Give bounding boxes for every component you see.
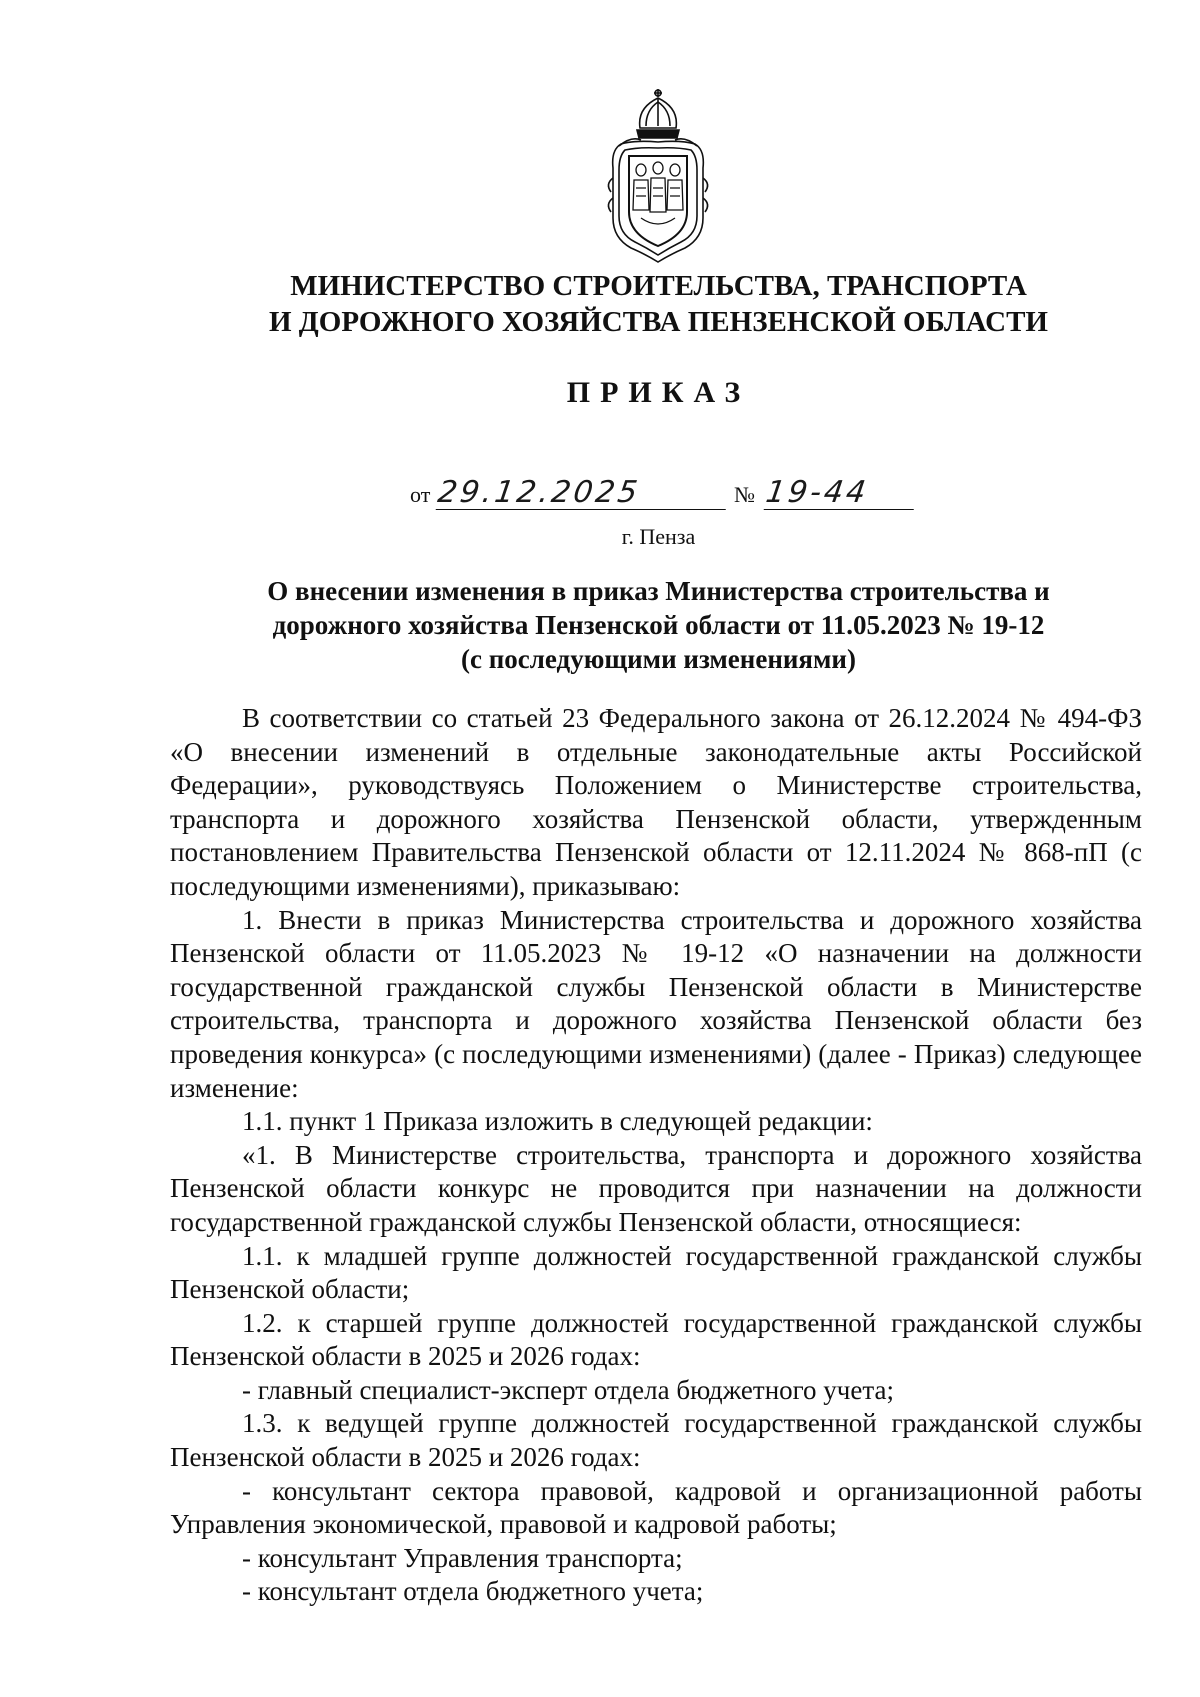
- order-subject-line2: дорожного хозяйства Пензенской области от 11.05.2023 № 19-12: [272, 610, 1045, 640]
- order-number-handwritten: 19-44: [764, 477, 919, 510]
- order-date-number-line: [410, 475, 930, 512]
- ministry-name-line2: И ДОРОЖНОГО ХОЗЯЙСТВА ПЕНЗЕНСКОЙ ОБЛАСТИ: [269, 306, 1048, 338]
- quote-item-1-2-a-paragraph: - главный специалист-эксперт отдела бюджетного учета;: [242, 1374, 894, 1405]
- document-type-title: ПРИКАЗ: [566, 376, 751, 409]
- item-1-paragraph: 1. Внести в приказ Министерства строительства и дорожного хозяйства Пензенской области от 11.05.2023 № 19-12 «О назначении на должности государственной гражданской службы Пензенской области в Министерстве строительства, транспорта и дорожного хозяйства Пензенской области без проведения конкурса» (с последующими изменениями) (далее - Приказ) следующее изменение:: [170, 904, 1142, 1103]
- item-1-1-paragraph: 1.1. пункт 1 Приказа изложить в следующей редакции:: [242, 1106, 873, 1137]
- penza-oblast-coat-of-arms-icon: [601, 88, 715, 264]
- order-subject: [0, 574, 1200, 676]
- order-subject-line1: О внесении изменения в приказ Министерства строительства и: [267, 576, 1050, 606]
- city-label: г. Пенза: [621, 524, 696, 549]
- order-body: [170, 702, 1142, 1609]
- quote-item-1-1-paragraph: 1.1. к младшей группе должностей государственной гражданской службы Пензенской области;: [170, 1240, 1142, 1305]
- quote-item-1-paragraph: «1. В Министерстве строительства, транспорта и дорожного хозяйства Пензенской области конкурс не проводится при назначении на должности государственной гражданской службы Пензенской области, относящиеся:: [170, 1139, 1142, 1237]
- order-subject-line3: (с последующими изменениями): [461, 644, 856, 674]
- ministry-name: [0, 268, 1200, 340]
- quote-item-1-2-paragraph: 1.2. к старшей группе должностей государственной гражданской службы Пензенской области в 2025 и 2026 годах:: [170, 1307, 1142, 1372]
- order-date-handwritten: 29.12.2025: [436, 477, 731, 510]
- preamble-paragraph: В соответствии со статьей 23 Федерального закона от 26.12.2024 № 494-ФЗ «О внесении изменений в отдельные законодательные акты Российской Федерации», руководствуясь Положением о Министерстве строительства, транспорта и дорожного хозяйства Пензенской области, утвержденным постановлением Правительства Пензенской области от 12.11.2024 № 868-пП (с последующими изменениями), приказываю:: [170, 703, 1142, 901]
- number-prefix-label: №: [734, 482, 755, 507]
- quote-item-1-3-b-paragraph: - консультант Управления транспорта;: [242, 1542, 683, 1573]
- quote-item-1-3-a-paragraph: - консультант сектора правовой, кадровой и организационной работы Управления экономической, правовой и кадровой работы;: [170, 1475, 1142, 1540]
- ministry-name-line1: МИНИСТЕРСТВО СТРОИТЕЛЬСТВА, ТРАНСПОРТА: [290, 270, 1027, 302]
- quote-item-1-3-paragraph: 1.3. к ведущей группе должностей государственной гражданской службы Пензенской области в 2025 и 2026 годах:: [170, 1408, 1142, 1473]
- quote-item-1-3-c-paragraph: - консультант отдела бюджетного учета;: [242, 1576, 704, 1607]
- date-prefix-label: от: [410, 482, 431, 507]
